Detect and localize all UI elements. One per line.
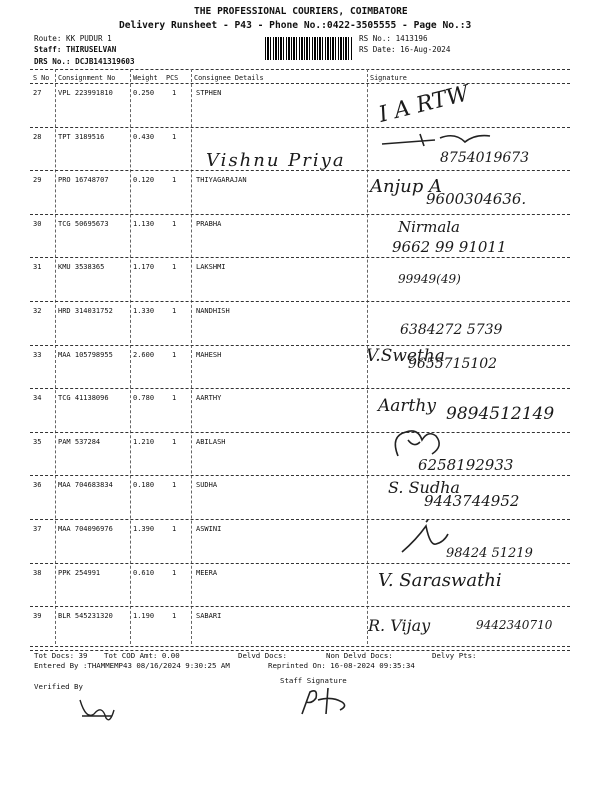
cell-consignment: TCG 50695673 xyxy=(58,219,109,228)
rs-date: RS Date: 16-Aug-2024 xyxy=(359,45,451,54)
cell-consignment: MAA 105798955 xyxy=(58,350,113,359)
cell-pcs: 1 xyxy=(172,132,177,141)
cell-consignee: MEERA xyxy=(196,568,218,577)
route-label: Route: KK PUDUR 1 xyxy=(34,34,112,43)
cell-consignment: PRO 16748707 xyxy=(58,176,109,185)
cell-consignee: ABILASH xyxy=(196,437,226,446)
row-rule xyxy=(30,345,570,346)
cell-consignee: MAHESH xyxy=(196,350,222,359)
handwriting-row32-number: 6384272 5739 xyxy=(400,322,503,338)
cell-pcs: 1 xyxy=(172,481,177,490)
staff-signature-label: Staff Signature xyxy=(280,676,347,685)
cell-pcs: 1 xyxy=(172,219,177,228)
cell-consignment: MAA 704683834 xyxy=(58,481,113,490)
cell-weight: 0.250 xyxy=(133,89,155,97)
handwriting-row29-name: Anjup A xyxy=(370,176,443,197)
handwriting-row39-number: 9442340710 xyxy=(476,618,553,632)
drs-number: DRS No.: DCJB141319603 xyxy=(34,57,135,66)
cell-consignee: AARTHY xyxy=(196,394,222,403)
cell-pcs: 1 xyxy=(172,437,177,446)
cell-consignee: PRABHA xyxy=(196,219,222,228)
barcode xyxy=(265,37,353,60)
delivery-points: Delvy Pts: xyxy=(432,651,477,660)
handwriting-row34-number: 9894512149 xyxy=(446,404,555,424)
cell-weight: 0.180 xyxy=(133,481,155,490)
cell-sno: 34 xyxy=(33,394,42,403)
cell-weight: 2.600 xyxy=(133,350,155,359)
table-top-rule xyxy=(30,69,570,70)
col-header-consignee: Consignee Details xyxy=(194,74,264,82)
handwriting-row38-name: V. Saraswathi xyxy=(378,570,502,591)
cell-weight: 0.780 xyxy=(133,394,155,403)
cell-consignee: LAKSHMI xyxy=(196,263,226,272)
col-header-sno: S No xyxy=(33,74,50,82)
company-title: THE PROFESSIONAL COURIERS, COIMBATORE xyxy=(194,6,408,17)
handwriting-row28-name: Vishnu Priya xyxy=(206,150,346,171)
handwriting-row30-number: 9662 99 91011 xyxy=(392,238,507,256)
col-header-pcs: PCS xyxy=(166,74,179,82)
total-docs: Tot Docs: 39 xyxy=(34,651,88,660)
handwriting-row34-name: Aarthy xyxy=(378,396,436,416)
col-divider xyxy=(55,69,56,644)
cell-pcs: 1 xyxy=(172,612,177,621)
staff-label: Staff: THIRUSELVAN xyxy=(34,45,117,54)
cell-weight: 0.610 xyxy=(133,568,155,577)
cell-consignment: PPK 254991 xyxy=(58,568,101,577)
row-rule xyxy=(30,214,570,215)
cell-consignee: STPHEN xyxy=(196,89,222,97)
row-rule xyxy=(30,432,570,433)
handwriting-row33-number: 9655715102 xyxy=(408,356,498,372)
cell-pcs: 1 xyxy=(172,568,177,577)
row-rule xyxy=(30,475,570,476)
cell-sno: 28 xyxy=(33,132,42,141)
header-rule xyxy=(30,83,570,84)
cell-pcs: 1 xyxy=(172,394,177,403)
footer-rule xyxy=(30,646,570,647)
handwriting-row39-name: R. Vijay xyxy=(368,616,431,635)
cell-sno: 37 xyxy=(33,525,42,533)
cell-consignee: SABARI xyxy=(196,612,222,621)
cell-consignment: HRD 314031752 xyxy=(58,307,113,315)
non-delivered-docs: Non Delvd Docs: xyxy=(326,651,393,660)
staff-signature xyxy=(298,684,358,720)
cell-weight: 1.170 xyxy=(133,263,155,272)
handwriting-row29-number: 9600304636. xyxy=(426,190,527,208)
cell-consignee: ASWINI xyxy=(196,525,222,533)
cell-weight: 1.190 xyxy=(133,612,155,621)
cell-weight: 1.330 xyxy=(133,307,155,315)
handwriting-row31-number: 99949(49) xyxy=(398,272,461,286)
col-header-consignment: Consignment No xyxy=(58,74,116,82)
cell-pcs: 1 xyxy=(172,307,177,315)
cell-pcs: 1 xyxy=(172,263,177,272)
signature-mark xyxy=(380,130,500,152)
col-header-signature: Signature xyxy=(370,74,407,82)
cell-consignee: THIYAGARAJAN xyxy=(196,176,247,185)
handwriting-row30-name: Nirmala xyxy=(398,218,460,236)
cell-consignee: NANDHISH xyxy=(196,307,230,315)
cell-consignment: TCG 41138096 xyxy=(58,394,109,403)
row-rule xyxy=(30,301,570,302)
handwriting-row36-name: S. Sudha xyxy=(388,478,460,497)
row-rule xyxy=(30,519,570,520)
cell-sno: 36 xyxy=(33,481,42,490)
cell-pcs: 1 xyxy=(172,89,177,97)
cell-consignment: BLR 545231320 xyxy=(58,612,113,621)
cell-sno: 38 xyxy=(33,568,42,577)
handwriting-row37-number: 98424 51219 xyxy=(446,546,533,561)
handwriting-row33-name: V.Swetha xyxy=(366,346,445,366)
col-header-weight: Weight xyxy=(133,74,158,82)
col-divider xyxy=(130,69,131,644)
row-rule xyxy=(30,388,570,389)
cell-pcs: 1 xyxy=(172,525,177,533)
cell-consignment: MAA 704096976 xyxy=(58,525,113,533)
entered-by: Entered By :THAMMEMP43 08/16/2024 9:30:25 AM xyxy=(34,661,230,670)
cell-sno: 30 xyxy=(33,219,42,228)
cell-consignee: SUDHA xyxy=(196,481,218,490)
cell-sno: 27 xyxy=(33,89,42,97)
handwriting-row35-number: 6258192933 xyxy=(418,456,514,474)
row-rule xyxy=(30,127,570,128)
cell-consignment: VPL 223991810 xyxy=(58,89,113,97)
cell-sno: 31 xyxy=(33,263,42,272)
total-cod-amount: Tot COD Amt: 0.00 xyxy=(104,651,180,660)
cell-weight: 1.390 xyxy=(133,525,155,533)
reprinted-on: Reprinted On: 16-08-2024 09:35:34 xyxy=(268,661,415,670)
verified-by-label: Verified By xyxy=(34,682,83,691)
cell-weight: 0.120 xyxy=(133,176,155,185)
delivered-docs: Delvd Docs: xyxy=(238,651,287,660)
cell-weight: 1.210 xyxy=(133,437,155,446)
col-divider xyxy=(191,69,192,644)
cell-sno: 39 xyxy=(33,612,42,621)
cell-pcs: 1 xyxy=(172,176,177,185)
cell-consignment: TPT 3189516 xyxy=(58,132,105,141)
row-rule xyxy=(30,563,570,564)
row-rule xyxy=(30,606,570,607)
cell-pcs: 1 xyxy=(172,350,177,359)
handwriting-row27: I A RTW xyxy=(376,81,472,128)
cell-sno: 35 xyxy=(33,437,42,446)
cell-consignment: PAM 537284 xyxy=(58,437,101,446)
handwriting-row36-number: 9443744952 xyxy=(424,492,520,510)
runsheet-subtitle: Delivery Runsheet - P43 - Phone No.:0422-3505555 - Page No.:3 xyxy=(119,20,472,31)
cell-weight: 0.430 xyxy=(133,132,155,141)
row-rule xyxy=(30,257,570,258)
cell-sno: 33 xyxy=(33,350,42,359)
verifier-signature xyxy=(76,696,116,728)
rs-number: RS No.: 1413196 xyxy=(359,34,428,43)
cell-sno: 29 xyxy=(33,176,42,185)
cell-sno: 32 xyxy=(33,307,42,315)
handwriting-row28-number: 8754019673 xyxy=(440,150,530,166)
cell-weight: 1.130 xyxy=(133,219,155,228)
cell-consignment: KMU 3538365 xyxy=(58,263,105,272)
